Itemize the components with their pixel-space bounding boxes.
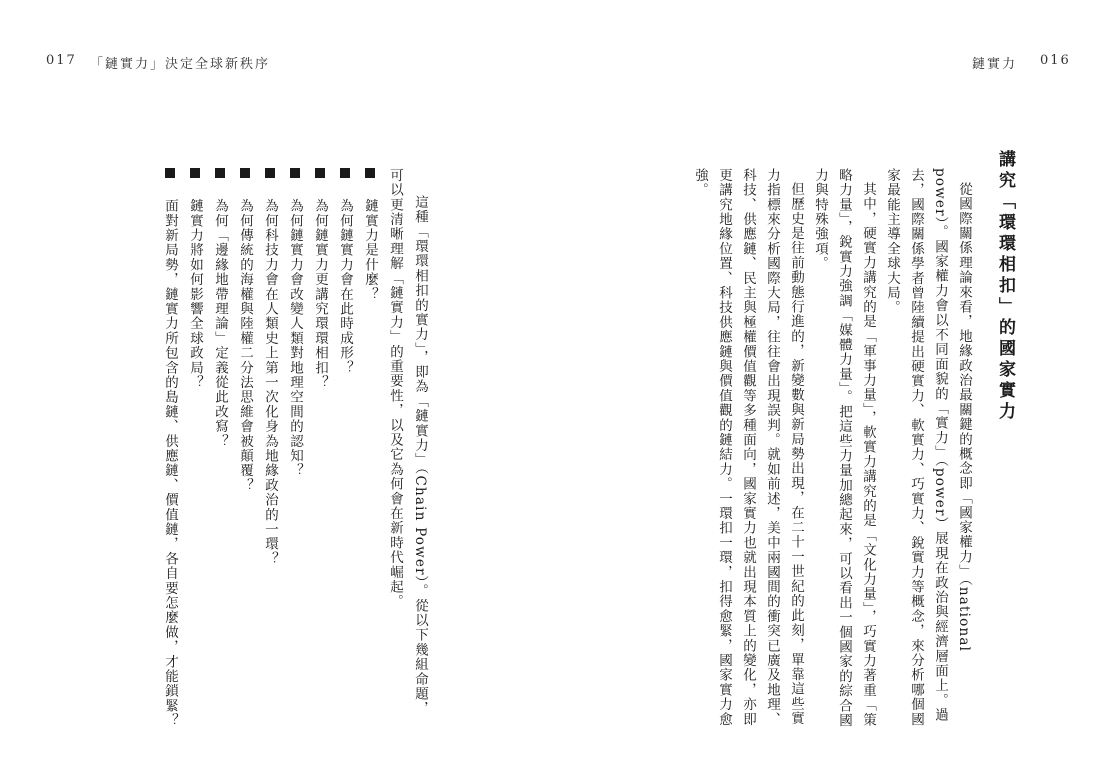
question-text: 為何鏈實力更講究環環相扣？ bbox=[312, 198, 328, 390]
list-item bbox=[157, 168, 182, 728]
question-text: 為何科技力會在人類史上第一次化身為地緣政治的一環？ bbox=[262, 198, 278, 567]
square-bullet-icon bbox=[315, 168, 325, 178]
question-text: 為何鏈實力會改變人類對地理空間的認知？ bbox=[287, 198, 303, 479]
square-bullet-icon bbox=[240, 168, 250, 178]
right-page-number: 016 bbox=[1040, 53, 1071, 68]
question-text: 鏈實力是什麼？ bbox=[362, 198, 378, 302]
square-bullet-icon bbox=[365, 168, 375, 178]
left-page-body bbox=[80, 168, 432, 728]
square-bullet-icon bbox=[340, 168, 350, 178]
square-bullet-icon bbox=[190, 168, 200, 178]
paragraph: 其中，硬實力講究的是「軍事力量」，軟實力講究的是「文化力量」，巧實力著重「策略力量」，銳實力強調「媒體力量」。把這些力量加總起來，可以看出一個國家的綜合國力與特殊強項。 bbox=[812, 168, 876, 728]
left-running-title: 「鏈實力」決定全球新秩序 bbox=[90, 57, 271, 72]
question-text: 鏈實力將如何影響全球政局？ bbox=[187, 198, 203, 390]
list-item bbox=[282, 168, 307, 728]
right-page-body bbox=[566, 168, 976, 728]
list-item bbox=[232, 168, 257, 728]
list-item bbox=[357, 168, 382, 728]
list-item bbox=[182, 168, 207, 728]
question-text: 為何鏈實力會在此時成形？ bbox=[337, 198, 353, 376]
paragraph: 從國際關係理論來看，地緣政治最關鍵的概念即「國家權力」（national power）。國家權力會以不同面貌的「實力」（power）展現在政治與經濟層面上。過去，國際關係學者曾陸續提出硬實力、軟實力、巧實力、銳實力等概念，來分析哪個國家最能主導全球大局。 bbox=[884, 168, 972, 727]
question-text: 面對新局勢，鏈實力所包含的島鏈、供應鏈、價值鏈，各自要怎麼做，才能鎖緊？ bbox=[162, 198, 178, 728]
intro-paragraph: 這種「環環相扣的實力」，即為「鏈實力」（Chain Power）。從以下幾組命題，可以更清晰理解「鏈實力」的重要性，以及它為何會在新時代崛起。 bbox=[387, 168, 428, 716]
paragraph: 但歷史是往前動態行進的，新變數與新局勢出現，在二十一世紀的此刻，單靠這些實力指標來分析國際大局，往往會出現誤判。就如前述，美中兩國間的衝突已廣及地理、科技、供應鏈、民主與極權價值觀等多種面向，國家實力也就出現本質上的變化，亦即更講究地緣位置、科技供應鏈與價值觀的鏈結力。一環扣一環，扣得愈緊，國家實力愈強。 bbox=[692, 168, 804, 727]
list-item bbox=[307, 168, 332, 728]
question-text: 為何「邊緣地帶理論」定義從此改寫？ bbox=[212, 198, 228, 449]
square-bullet-icon bbox=[290, 168, 300, 178]
question-text: 為何傳統的海權與陸權二分法思維會被顛覆？ bbox=[237, 198, 253, 493]
section-title: 講究「環環相扣」的國家實力 bbox=[995, 150, 1015, 423]
list-item bbox=[257, 168, 282, 728]
square-bullet-icon bbox=[165, 168, 175, 178]
list-item bbox=[207, 168, 232, 728]
list-item bbox=[332, 168, 357, 728]
square-bullet-icon bbox=[265, 168, 275, 178]
left-page-number: 017 bbox=[46, 53, 77, 68]
right-running-title: 鏈實力 bbox=[972, 57, 1018, 72]
square-bullet-icon bbox=[215, 168, 225, 178]
question-list bbox=[157, 168, 382, 728]
